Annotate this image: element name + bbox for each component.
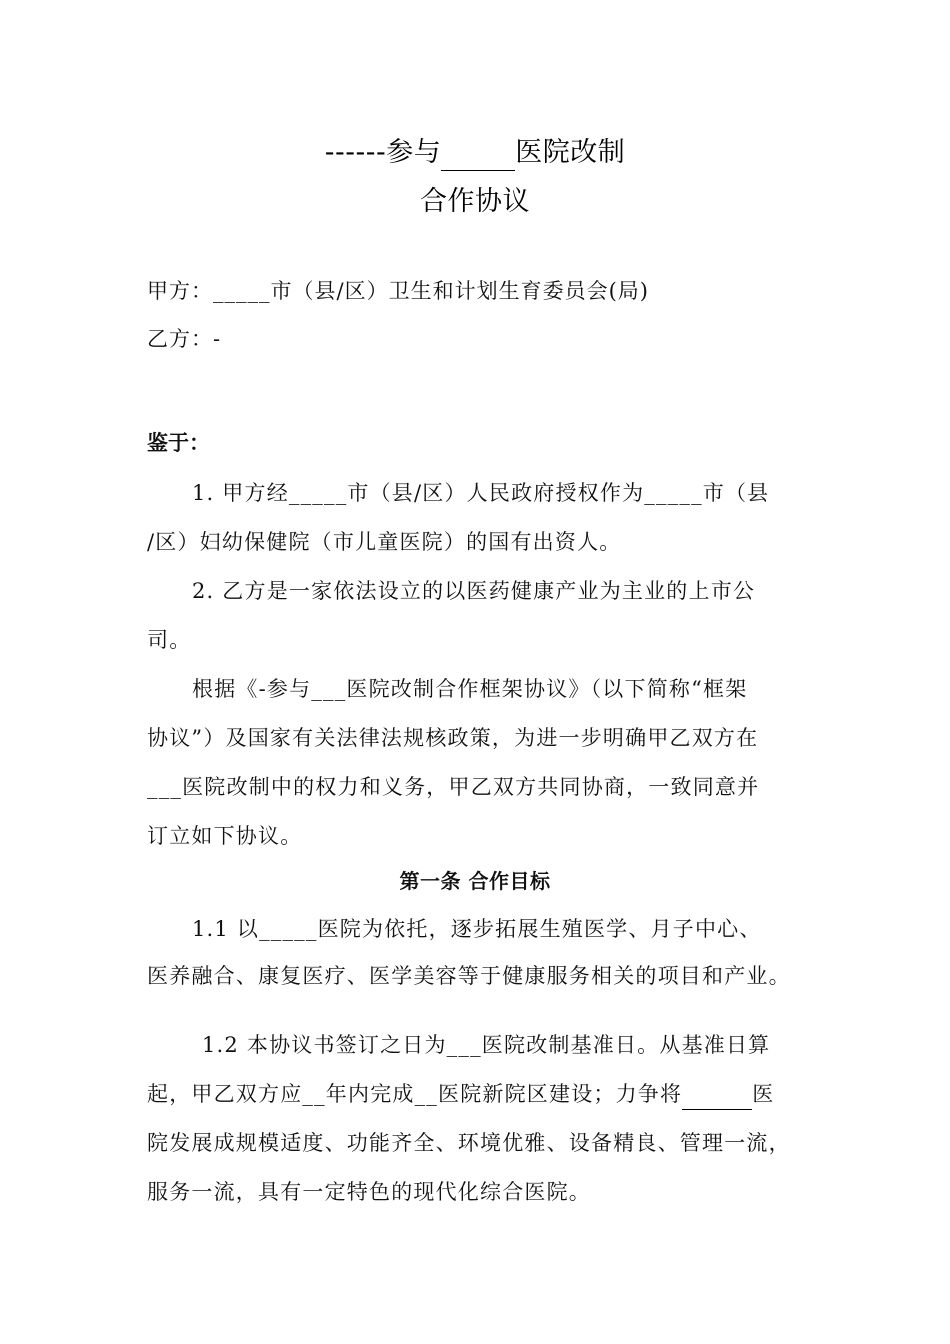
clause-1-1-line: 1.1 以_____医院为依托，逐步拓展生殖医学、月子中心、 (192, 917, 762, 941)
whereas-line: /区）妇幼保健院（市儿童医院）的国有出资人。 (147, 530, 622, 554)
whereas-line: 司。 (147, 628, 192, 652)
whereas-line: ___医院改制中的权力和义务，甲乙双方共同协商，一致同意并 (147, 775, 760, 799)
clause-1-2-line: 服务一流，具有一定特色的现代化综合医院。 (147, 1180, 591, 1204)
clause-1-2-line (147, 1079, 774, 1110)
whereas-line: 1. 甲方经_____市（县/区）人民政府授权作为_____市（县 (192, 481, 770, 505)
whereas-line: 协议”）及国家有关法律法规核政策，为进一步明确甲乙双方在 (147, 726, 759, 750)
whereas-heading: 鉴于： (147, 431, 210, 455)
title-suffix: 医院改制 (515, 137, 626, 168)
clause-1-2-line2-prefix: 起，甲乙双方应__年内完成__医院新院区建设；力争将 (147, 1082, 683, 1106)
document-title-line2: 合作协议 (420, 186, 530, 217)
clause-1-2-line2-suffix: 医 (752, 1082, 775, 1106)
whereas-line: 2. 乙方是一家依法设立的以医药健康产业为主业的上市公 (192, 579, 756, 603)
party-b: 乙方：- (147, 327, 222, 351)
clause-1-2-line: 1.2 本协议书签订之日为___医院改制基准日。从基准日算 (202, 1033, 771, 1057)
document-title-line1 (0, 136, 950, 171)
party-a: 甲方：_____市（县/区）卫生和计划生育委员会(局) (147, 279, 649, 303)
clause-1-1-line: 医养融合、康复医疗、医学美容等于健康服务相关的项目和产业。 (147, 964, 791, 988)
whereas-line: 根据《-参与___医院改制合作框架协议》（以下简称“框架 (192, 677, 748, 701)
title-prefix: ------参与 (324, 137, 442, 168)
whereas-line: 订立如下协议。 (147, 824, 303, 848)
title-blank (441, 136, 515, 171)
article-1-title: 第一条 合作目标 (399, 869, 551, 893)
clause-1-2-line: 院发展成规模适度、功能齐全、环境优雅、设备精良、管理一流， (147, 1131, 791, 1155)
clause-1-2-blank (682, 1079, 752, 1110)
